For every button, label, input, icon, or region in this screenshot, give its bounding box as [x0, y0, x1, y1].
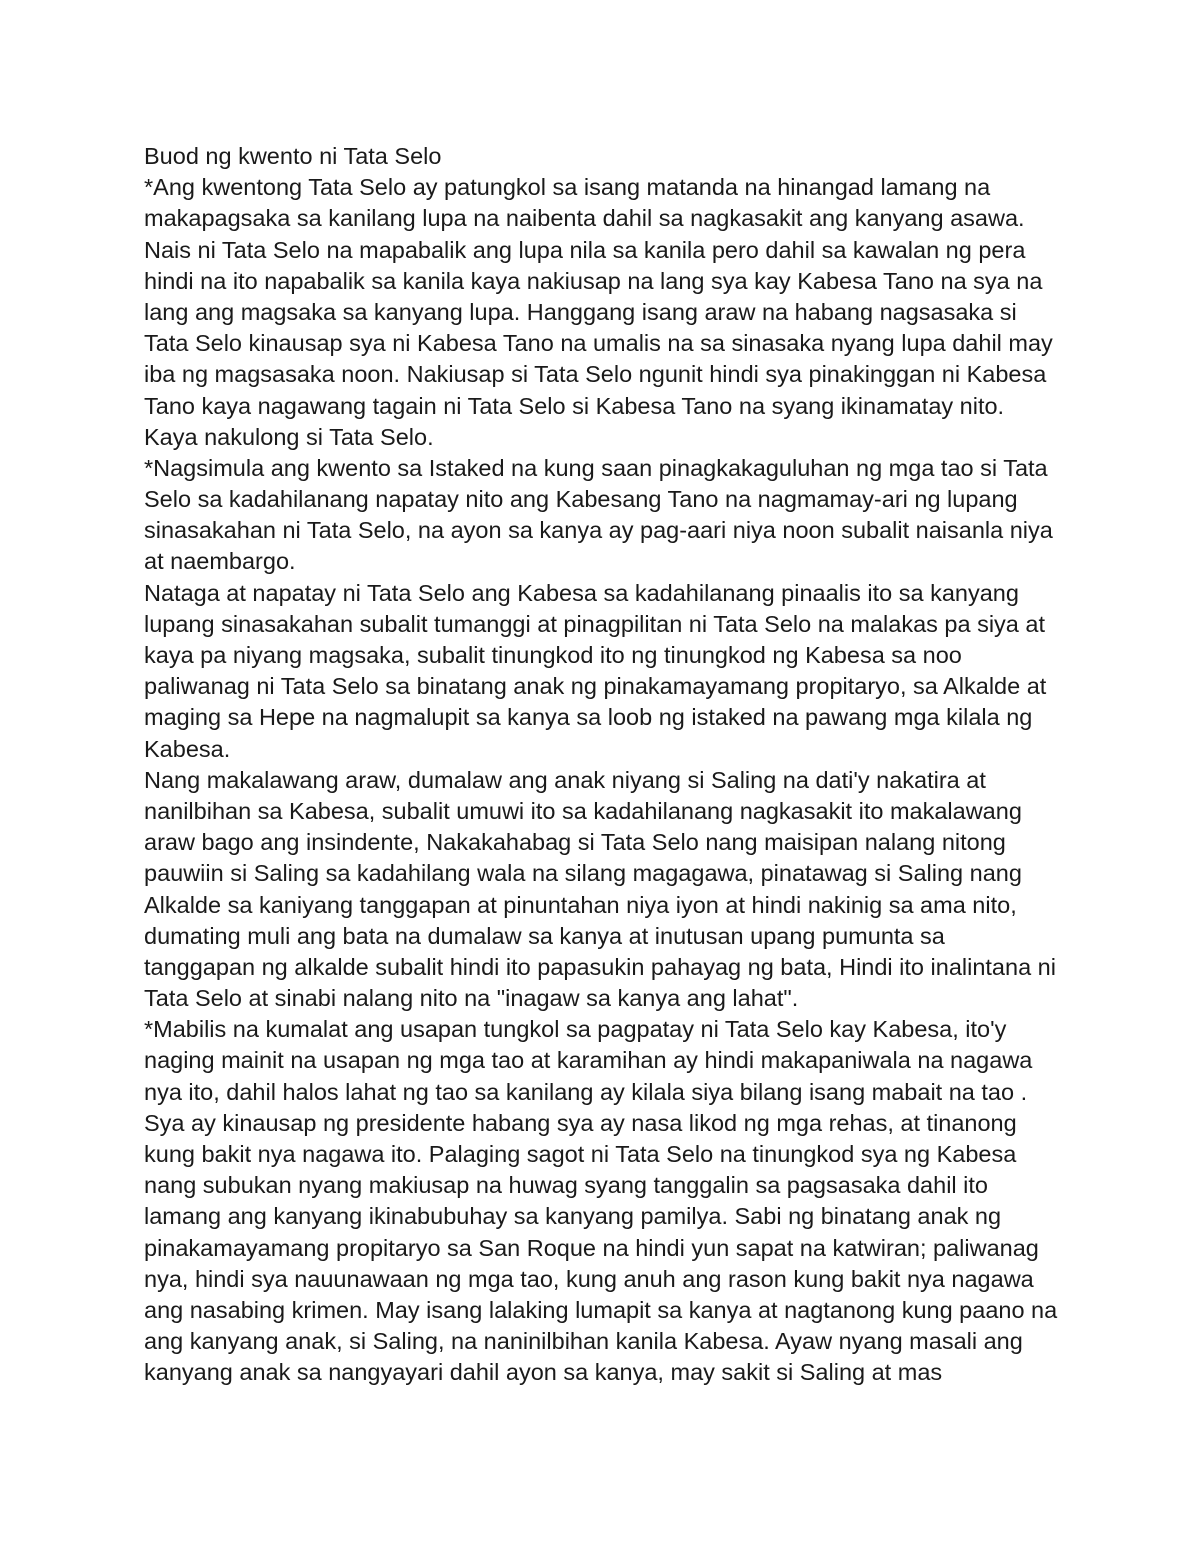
text-line: hindi na ito napabalik sa kanila kaya nakiusap na lang sya kay Kabesa Tano na sya na: [144, 267, 1043, 294]
text-line: dumating muli ang bata na dumalaw sa kanya at inutusan upang pumunta sa: [144, 922, 945, 949]
text-line: makapagsaka sa kanilang lupa na naibenta dahil sa nagkasakit ang kanyang asawa.: [144, 205, 1025, 232]
text-line: *Ang kwentong Tata Selo ay patungkol sa isang matanda na hinangad lamang na: [144, 174, 991, 201]
text-line: lang ang magsaka sa kanyang lupa. Hanggang isang araw na habang nagsasaka si: [144, 298, 1017, 325]
text-line: nang subukan nyang makiusap na huwag syang tanggalin sa pagsasaka dahil ito: [144, 1172, 988, 1199]
text-line: nya ito, dahil halos lahat ng tao sa kanilang ay kilala siya bilang isang mabait na tao .: [144, 1078, 1028, 1105]
text-line: naging mainit na usapan ng mga tao at karamihan ay hindi makapaniwala na nagawa: [144, 1047, 1033, 1074]
document-title: Buod ng kwento ni Tata Selo: [144, 143, 442, 169]
document-body: [144, 141, 1084, 1389]
text-line: Selo sa kadahilanang napatay nito ang Kabesang Tano na nagmamay-ari ng lupang: [144, 486, 1018, 513]
text-line: Tata Selo at sinabi nalang nito na "inagaw sa kanya ang lahat".: [144, 985, 799, 1012]
text-line: lupang sinasakahan subalit tumanggi at pinagpilitan ni Tata Selo na malakas pa siya at: [144, 610, 1045, 637]
text-line: ang kanyang anak, si Saling, na naninilbihan kanila Kabesa. Ayaw nyang masali ang: [144, 1328, 1023, 1355]
text-line: Nang makalawang araw, dumalaw ang anak niyang si Saling na dati'y nakatira at: [144, 766, 986, 793]
text-line: nanilbihan sa Kabesa, subalit umuwi ito sa kadahilanang nagkasakit ito makalawang: [144, 797, 1022, 824]
text-line: kaya pa niyang magsaka, subalit tinungkod ito ng tinungkod ng Kabesa sa noo: [144, 642, 962, 668]
text-line: sinasakahan ni Tata Selo, na ayon sa kanya ay pag-aari niya noon subalit naisanla niya: [144, 517, 1053, 544]
text-line: pinakamayamang propitaryo sa San Roque na hindi yun sapat na katwiran; paliwanag: [144, 1234, 1039, 1261]
text-line: Tano kaya nagawang tagain ni Tata Selo si Kabesa Tano na syang ikinamatay nito.: [144, 392, 1005, 419]
text-line: kung bakit nya nagawa ito. Palaging sagot ni Tata Selo na tinungkod sya ng Kabesa: [144, 1141, 1017, 1167]
text-line: kanyang anak sa nangyayari dahil ayon sa kanya, may sakit si Saling at mas: [144, 1359, 943, 1386]
text-line: tanggapan ng alkalde subalit hindi ito papasukin pahayag ng bata, Hindi ito inalintana ni: [144, 953, 1056, 980]
text-line: paliwanag ni Tata Selo sa binatang anak ng pinakamayamang propitaryo, sa Alkalde at: [144, 673, 1047, 700]
text-line: Nais ni Tata Selo na mapabalik ang lupa nila sa kanila pero dahil sa kawalan ng pera: [144, 236, 1026, 263]
text-line: pauwiin si Saling sa kadahilang wala na silang magagawa, pinatawag si Saling nang: [144, 860, 1022, 887]
text-line: *Mabilis na kumalat ang usapan tungkol sa pagpatay ni Tata Selo kay Kabesa, ito'y: [144, 1016, 1007, 1043]
text-line: nya, hindi sya nauunawaan ng mga tao, kung anuh ang rason kung bakit nya nagawa: [144, 1265, 1034, 1292]
text-line: Nataga at napatay ni Tata Selo ang Kabesa sa kadahilanang pinaalis ito sa kanyang: [144, 579, 1019, 606]
text-line: *Nagsimula ang kwento sa Istaked na kung saan pinagkakaguluhan ng mga tao si Tata: [144, 454, 1048, 481]
text-line: araw bago ang insindente, Nakakahabag si Tata Selo nang maisipan nalang nitong: [144, 829, 1006, 856]
text-line: lamang ang kanyang ikinabubuhay sa kanyang pamilya. Sabi ng binatang anak ng: [144, 1203, 1002, 1230]
text-line: Sya ay kinausap ng presidente habang sya ay nasa likod ng mga rehas, at tinanong: [144, 1109, 1017, 1136]
text-line: Alkalde sa kaniyang tanggapan at pinuntahan niya iyon at hindi nakinig sa ama nito,: [144, 891, 1017, 918]
text-line: Kabesa.: [144, 735, 231, 762]
text-line: iba ng magsasaka noon. Nakiusap si Tata Selo ngunit hindi sya pinakinggan ni Kabesa: [144, 361, 1047, 388]
text-line: at naembargo.: [144, 548, 296, 575]
text-line: Tata Selo kinausap sya ni Kabesa Tano na umalis na sa sinasaka nyang lupa dahil may: [144, 330, 1053, 357]
text-line: ang nasabing krimen. May isang lalaking lumapit sa kanya at nagtanong kung paano na: [144, 1296, 1058, 1323]
text-line: Kaya nakulong si Tata Selo.: [144, 423, 434, 450]
text-line: maging sa Hepe na nagmalupit sa kanya sa loob ng istaked na pawang mga kilala ng: [144, 704, 1033, 731]
